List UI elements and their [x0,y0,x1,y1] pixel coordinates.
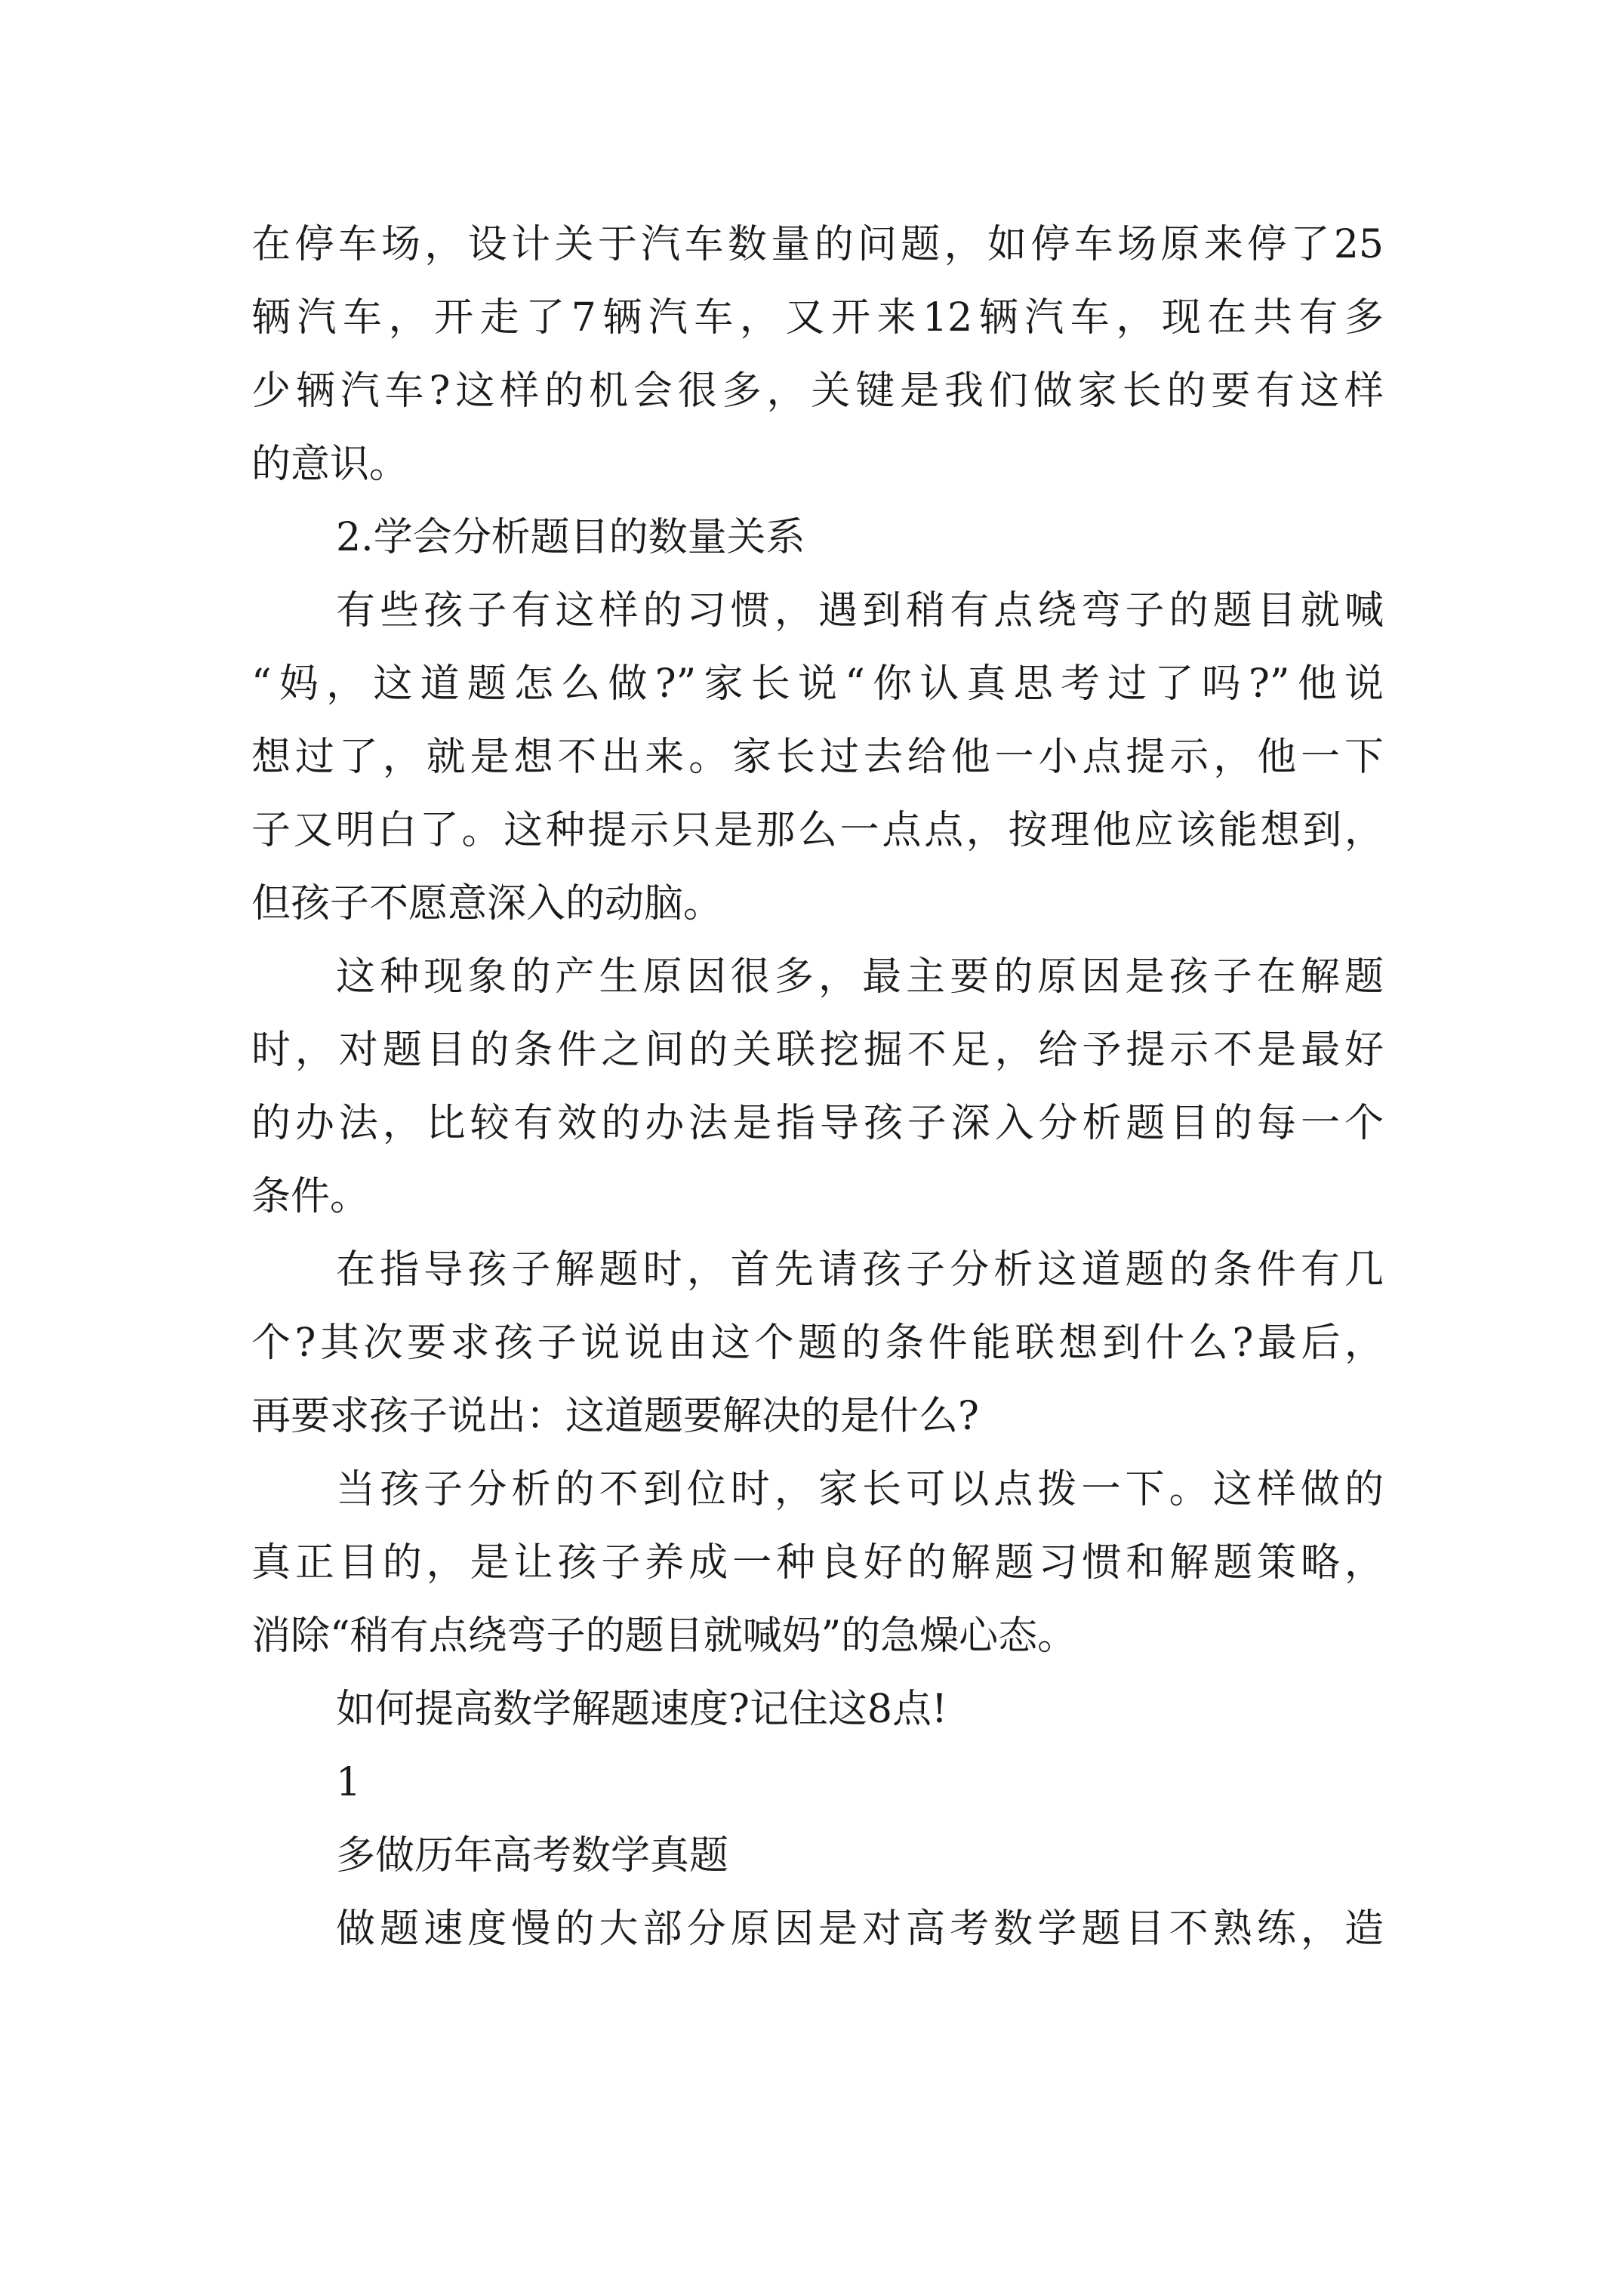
text-line: 真正目的，是让孩子养成一种良好的解题习惯和解题策略， [251,1540,1384,1586]
text-line: 但孩子不愿意深入的动脑。 [251,881,723,926]
text-line: 少辆汽车?这样的机会很多，关键是我们做家长的要有这样 [251,368,1384,414]
text-line: 有些孩子有这样的习惯，遇到稍有点绕弯子的题目就喊 [336,588,1384,633]
text-line: 多做历年高考数学真题 [336,1833,729,1878]
text-line: 1 [336,1760,362,1805]
text-line: 这种现象的产生原因很多，最主要的原因是孩子在解题 [336,954,1384,1000]
text-line: 条件。 [251,1174,370,1219]
text-line: 再要求孩子说出：这道题要解决的是什么? [251,1394,979,1439]
text-line: 时，对题目的条件之间的关联挖掘不足，给予提示不是最好 [251,1028,1384,1073]
text-line: 在停车场，设计关于汽车数量的问题，如停车场原来停了25 [251,222,1384,267]
document-body [251,208,1384,1966]
text-line: 在指导孩子解题时，首先请孩子分析这道题的条件有几 [336,1247,1384,1293]
text-line: “妈，这道题怎么做?”家长说“你认真思考过了吗?”他说 [251,661,1384,707]
text-line: 2.学会分析题目的数量关系 [336,515,805,560]
text-line: 做题速度慢的大部分原因是对高考数学题目不熟练，造 [336,1906,1384,1952]
text-line: 想过了，就是想不出来。家长过去给他一小点提示，他一下 [251,735,1384,780]
text-line: 的办法，比较有效的办法是指导孩子深入分析题目的每一个 [251,1101,1384,1146]
text-line: 的意识。 [251,442,409,487]
text-line: 消除“稍有点绕弯子的题目就喊妈”的急燥心态。 [251,1613,1077,1659]
text-line: 子又明白了。这种提示只是那么一点点，按理他应该能想到， [251,808,1384,853]
text-line: 个?其次要求孩子说说由这个题的条件能联想到什么?最后， [251,1321,1384,1366]
text-line: 当孩子分析的不到位时，家长可以点拨一下。这样做的 [336,1467,1384,1512]
text-line: 辆汽车，开走了7辆汽车，又开来12辆汽车，现在共有多 [251,295,1384,341]
text-line: 如何提高数学解题速度?记住这8点! [336,1687,947,1732]
